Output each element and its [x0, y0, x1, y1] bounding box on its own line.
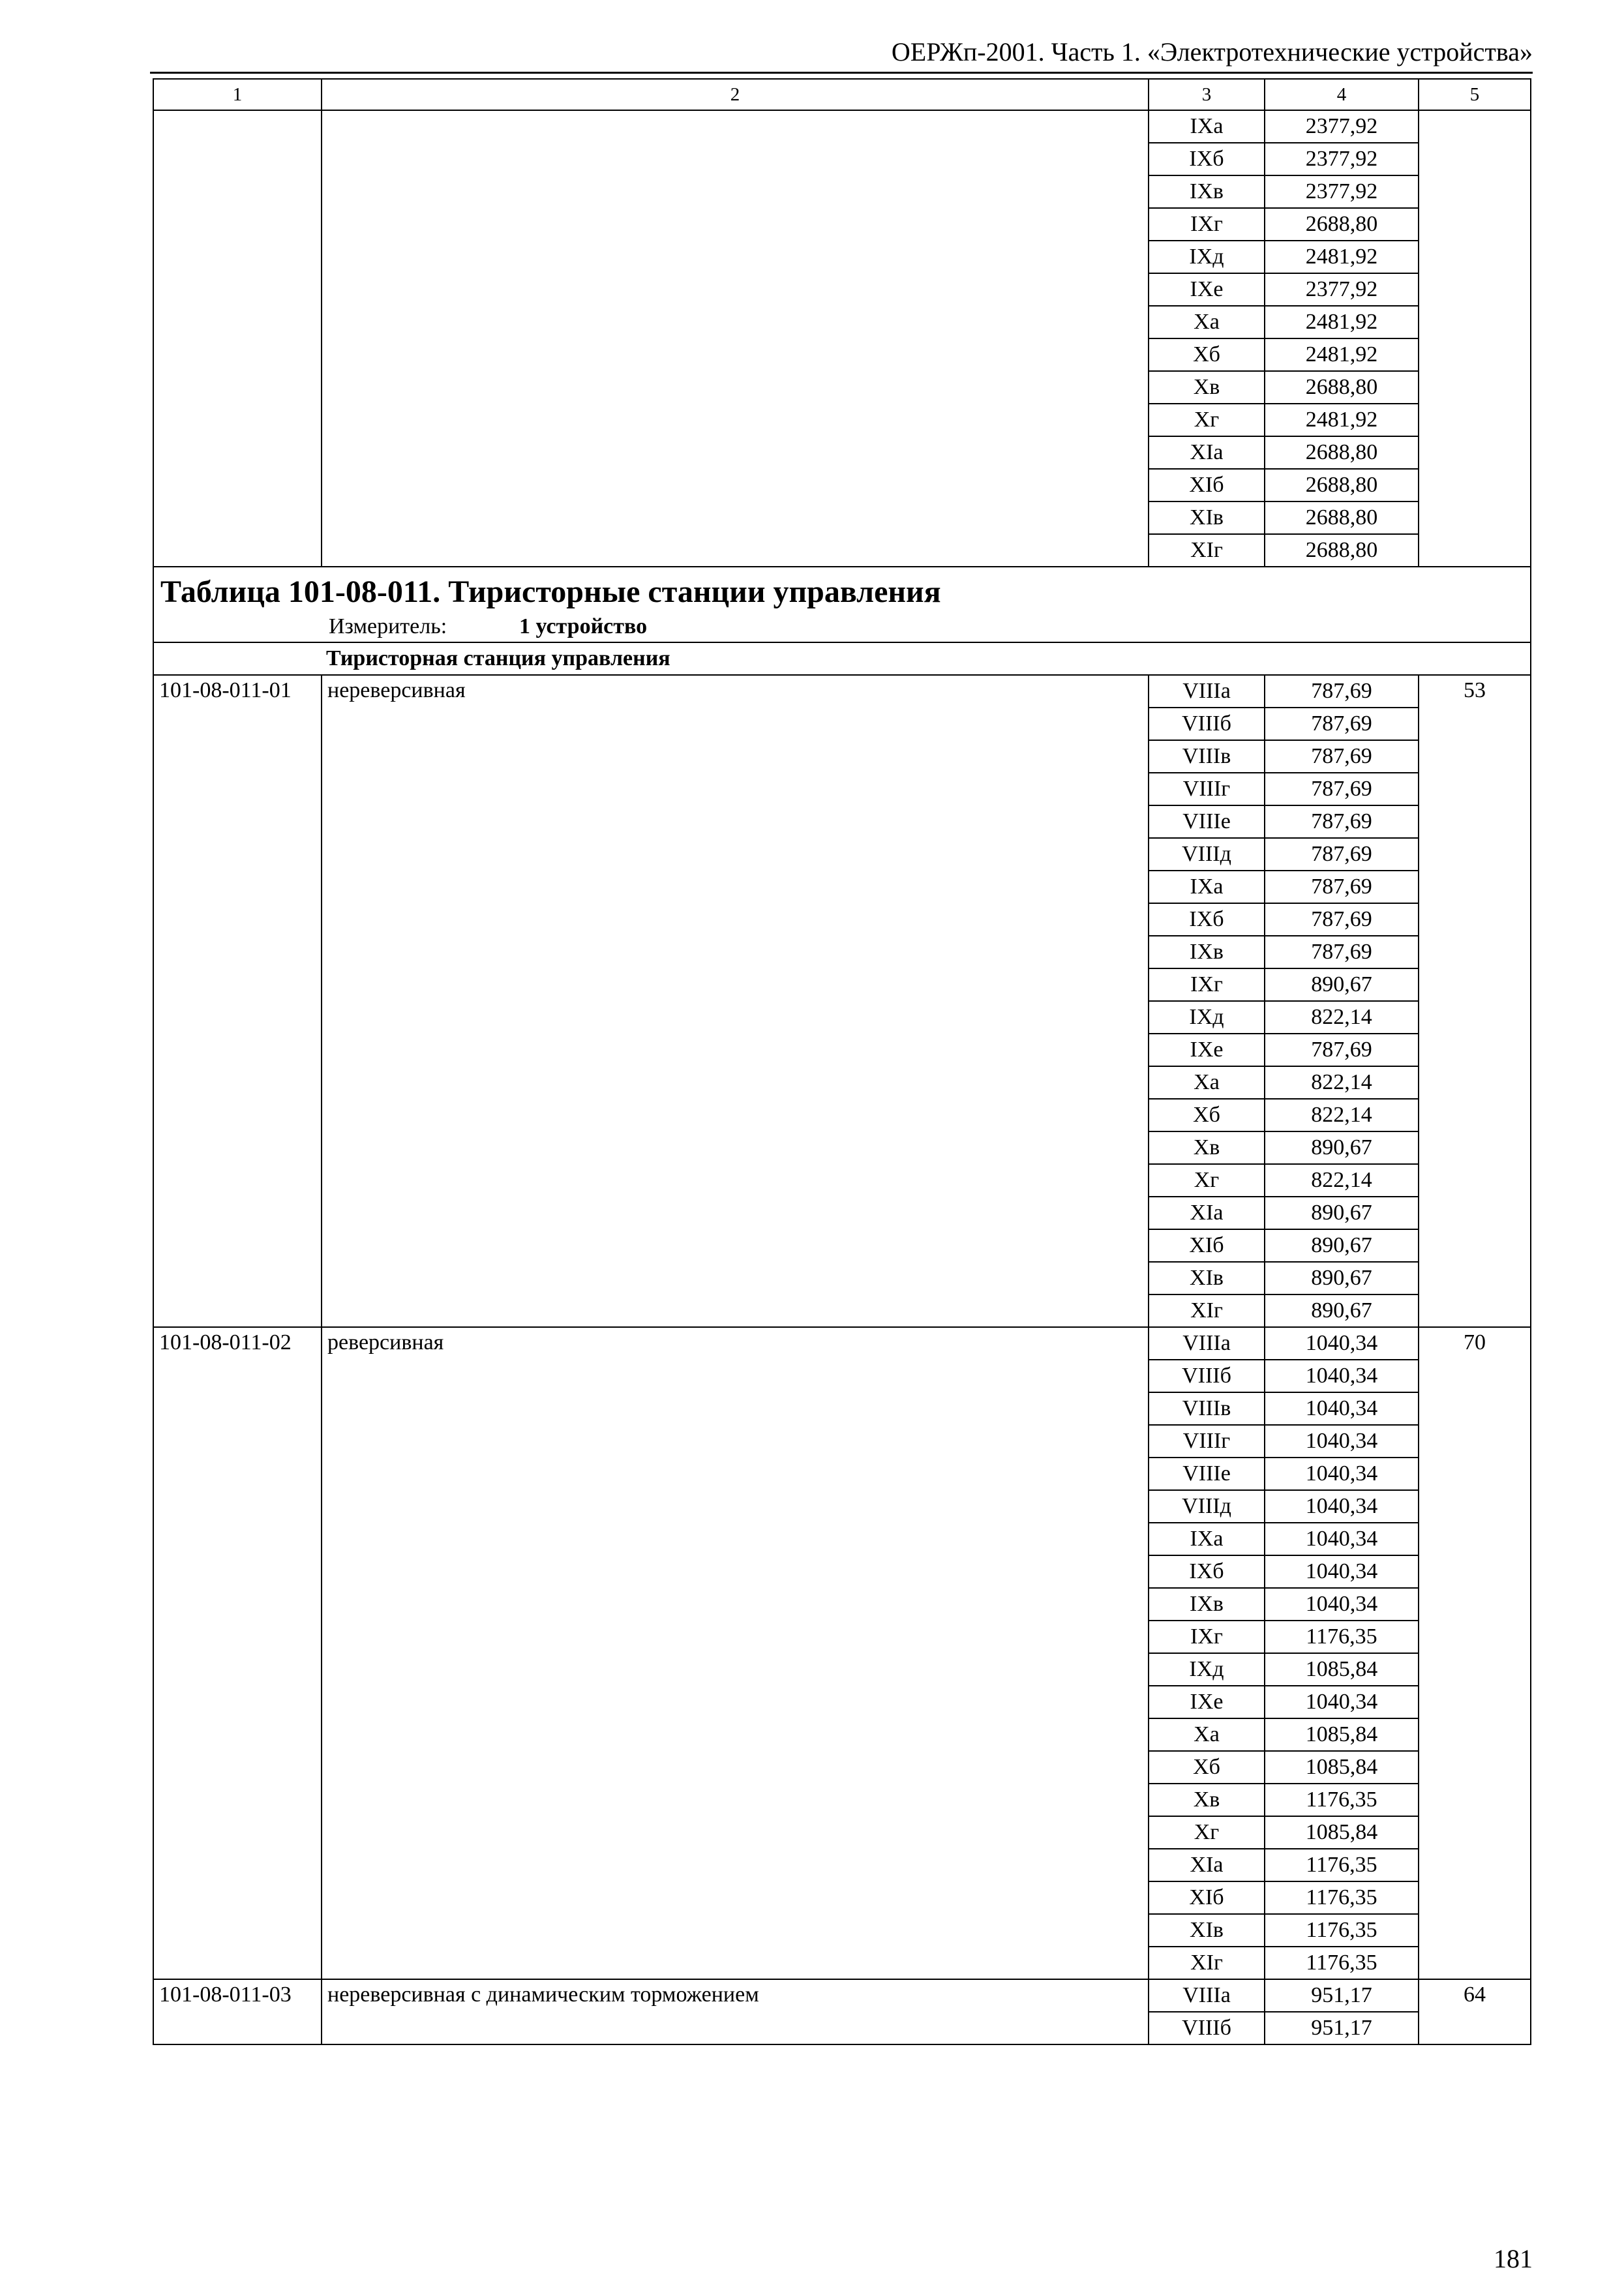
price-cell: 890,67 — [1265, 968, 1419, 1001]
zone-cell: Xб — [1149, 1751, 1265, 1784]
item-col5: 70 — [1419, 1327, 1531, 1979]
price-cell: 787,69 — [1265, 740, 1419, 773]
zone-cell: XIг — [1149, 1294, 1265, 1327]
zone-cell: VIIIд — [1149, 838, 1265, 871]
item-name: реверсивная — [322, 1327, 1149, 1979]
zone-cell: Xб — [1149, 338, 1265, 371]
price-cell: 2688,80 — [1265, 469, 1419, 501]
price-cell: 822,14 — [1265, 1001, 1419, 1034]
zone-cell: Xг — [1149, 1816, 1265, 1849]
page-number: 181 — [1494, 2244, 1533, 2273]
table-row — [153, 1979, 1531, 2012]
price-cell: 1040,34 — [1265, 1360, 1419, 1392]
table-title-row — [153, 567, 1531, 612]
zone-cell: XIб — [1149, 469, 1265, 501]
price-cell: 1176,35 — [1265, 1849, 1419, 1881]
measure-row — [153, 612, 1531, 642]
measure-value: 1 устройство — [519, 614, 648, 638]
price-cell: 822,14 — [1265, 1099, 1419, 1131]
zone-cell: Xв — [1149, 1131, 1265, 1164]
zone-cell: IXг — [1149, 1621, 1265, 1653]
price-cell: 1176,35 — [1265, 1947, 1419, 1979]
zone-cell: XIг — [1149, 534, 1265, 567]
zone-cell: XIв — [1149, 1262, 1265, 1294]
header-rule — [150, 72, 1533, 74]
zone-cell: IXв — [1149, 175, 1265, 208]
price-table — [153, 78, 1531, 2045]
table-row — [153, 110, 1531, 143]
zone-cell: IXа — [1149, 1523, 1265, 1555]
price-cell: 2688,80 — [1265, 208, 1419, 241]
column-number: 4 — [1265, 79, 1419, 110]
zone-cell: IXа — [1149, 871, 1265, 903]
price-cell: 2481,92 — [1265, 404, 1419, 436]
price-cell: 787,69 — [1265, 675, 1419, 708]
price-cell: 1176,35 — [1265, 1784, 1419, 1816]
column-number-row — [153, 79, 1531, 110]
zone-cell: XIв — [1149, 1914, 1265, 1947]
price-cell: 2688,80 — [1265, 501, 1419, 534]
price-cell: 1176,35 — [1265, 1881, 1419, 1914]
price-cell: 2377,92 — [1265, 273, 1419, 306]
zone-cell: VIIIа — [1149, 675, 1265, 708]
zone-cell: Xв — [1149, 371, 1265, 404]
price-cell: 1176,35 — [1265, 1621, 1419, 1653]
price-cell: 1040,34 — [1265, 1490, 1419, 1523]
price-cell: 787,69 — [1265, 903, 1419, 936]
code-cell — [153, 110, 322, 567]
zone-cell: Xа — [1149, 306, 1265, 338]
price-cell: 787,69 — [1265, 773, 1419, 805]
measure-label: Измеритель: — [329, 614, 447, 638]
price-cell: 890,67 — [1265, 1229, 1419, 1262]
zone-cell: VIIIв — [1149, 1392, 1265, 1425]
zone-cell: Xв — [1149, 1784, 1265, 1816]
zone-cell: XIа — [1149, 436, 1265, 469]
zone-cell: VIIIе — [1149, 1458, 1265, 1490]
price-cell: 951,17 — [1265, 1979, 1419, 2012]
name-cell — [322, 110, 1149, 567]
zone-cell: Xб — [1149, 1099, 1265, 1131]
price-cell: 1176,35 — [1265, 1914, 1419, 1947]
price-cell: 1085,84 — [1265, 1816, 1419, 1849]
price-cell: 2377,92 — [1265, 175, 1419, 208]
price-cell: 2481,92 — [1265, 306, 1419, 338]
price-cell: 787,69 — [1265, 871, 1419, 903]
price-cell: 1040,34 — [1265, 1555, 1419, 1588]
zone-cell: XIв — [1149, 501, 1265, 534]
zone-cell: IXе — [1149, 1034, 1265, 1066]
zone-cell: VIIIа — [1149, 1979, 1265, 2012]
price-cell: 1040,34 — [1265, 1327, 1419, 1360]
price-cell: 1040,34 — [1265, 1392, 1419, 1425]
zone-cell: IXб — [1149, 143, 1265, 175]
group-heading-row — [153, 642, 1531, 675]
zone-cell: XIа — [1149, 1197, 1265, 1229]
item-code: 101-08-011-01 — [153, 675, 322, 1327]
zone-cell: VIIIб — [1149, 708, 1265, 740]
price-cell: 787,69 — [1265, 805, 1419, 838]
zone-cell: XIб — [1149, 1229, 1265, 1262]
zone-cell: IXе — [1149, 273, 1265, 306]
zone-cell: IXг — [1149, 208, 1265, 241]
item-name: нереверсивная с динамическим торможением — [322, 1979, 1149, 2044]
zone-cell: VIIIг — [1149, 773, 1265, 805]
price-cell: 890,67 — [1265, 1294, 1419, 1327]
price-cell: 1040,34 — [1265, 1458, 1419, 1490]
column-number: 3 — [1149, 79, 1265, 110]
zone-cell: VIIIе — [1149, 805, 1265, 838]
zone-cell: IXв — [1149, 936, 1265, 968]
zone-cell: IXб — [1149, 903, 1265, 936]
price-cell: 2377,92 — [1265, 143, 1419, 175]
zone-cell: IXд — [1149, 1653, 1265, 1686]
price-cell: 2688,80 — [1265, 436, 1419, 469]
price-cell: 787,69 — [1265, 838, 1419, 871]
table-title: Таблица 101-08-011. Тиристорные станции управления — [153, 567, 1531, 612]
item-name: нереверсивная — [322, 675, 1149, 1327]
price-cell: 787,69 — [1265, 1034, 1419, 1066]
zone-cell: IXб — [1149, 1555, 1265, 1588]
zone-cell: Xа — [1149, 1718, 1265, 1751]
table-row — [153, 675, 1531, 708]
zone-cell: VIIIд — [1149, 1490, 1265, 1523]
page-header: ОЕРЖп-2001. Часть 1. «Электротехнические устройства» — [891, 37, 1533, 67]
zone-cell: VIIIб — [1149, 1360, 1265, 1392]
price-cell: 1040,34 — [1265, 1686, 1419, 1718]
price-cell: 787,69 — [1265, 936, 1419, 968]
column-number: 1 — [153, 79, 322, 110]
zone-cell: VIIIг — [1149, 1425, 1265, 1458]
zone-cell: VIIIа — [1149, 1327, 1265, 1360]
price-cell: 890,67 — [1265, 1262, 1419, 1294]
item-code: 101-08-011-02 — [153, 1327, 322, 1979]
price-cell: 1040,34 — [1265, 1523, 1419, 1555]
zone-cell: XIг — [1149, 1947, 1265, 1979]
price-cell: 822,14 — [1265, 1066, 1419, 1099]
price-cell: 1085,84 — [1265, 1718, 1419, 1751]
col5-cell — [1419, 110, 1531, 567]
price-cell: 1040,34 — [1265, 1425, 1419, 1458]
zone-cell: IXв — [1149, 1588, 1265, 1621]
price-cell: 2481,92 — [1265, 241, 1419, 273]
price-cell: 1040,34 — [1265, 1588, 1419, 1621]
item-col5: 53 — [1419, 675, 1531, 1327]
price-cell: 2688,80 — [1265, 371, 1419, 404]
group-heading: Тиристорная станция управления — [153, 642, 1531, 675]
table-row — [153, 1327, 1531, 1360]
column-number: 2 — [322, 79, 1149, 110]
price-cell: 890,67 — [1265, 1197, 1419, 1229]
price-cell: 2688,80 — [1265, 534, 1419, 567]
item-col5: 64 — [1419, 1979, 1531, 2044]
zone-cell: VIIIв — [1149, 740, 1265, 773]
item-code: 101-08-011-03 — [153, 1979, 322, 2044]
zone-cell: XIа — [1149, 1849, 1265, 1881]
zone-cell: IXг — [1149, 968, 1265, 1001]
zone-cell: IXд — [1149, 1001, 1265, 1034]
price-cell: 1085,84 — [1265, 1751, 1419, 1784]
zone-cell: IXд — [1149, 241, 1265, 273]
column-number: 5 — [1419, 79, 1531, 110]
price-cell: 2481,92 — [1265, 338, 1419, 371]
price-cell: 890,67 — [1265, 1131, 1419, 1164]
price-table-body — [153, 79, 1531, 2044]
zone-cell: XIб — [1149, 1881, 1265, 1914]
zone-cell: IXа — [1149, 110, 1265, 143]
zone-cell: VIIIб — [1149, 2012, 1265, 2044]
price-cell: 822,14 — [1265, 1164, 1419, 1197]
zone-cell: Xа — [1149, 1066, 1265, 1099]
price-cell: 2377,92 — [1265, 110, 1419, 143]
zone-cell: Xг — [1149, 1164, 1265, 1197]
price-cell: 951,17 — [1265, 2012, 1419, 2044]
zone-cell: Xг — [1149, 404, 1265, 436]
zone-cell: IXе — [1149, 1686, 1265, 1718]
measure-cell — [153, 612, 1531, 642]
price-cell: 787,69 — [1265, 708, 1419, 740]
price-cell: 1085,84 — [1265, 1653, 1419, 1686]
